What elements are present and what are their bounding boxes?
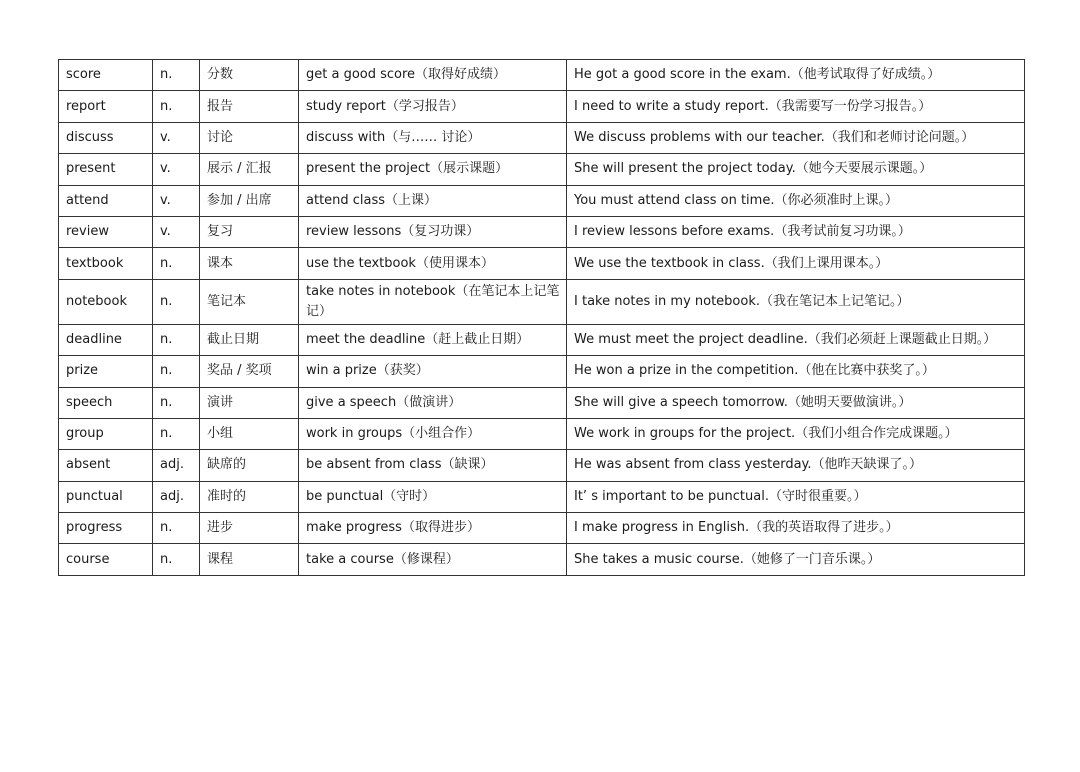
part-of-speech-cell: v.	[153, 154, 200, 185]
example-sentence-cell: She will give a speech tomorrow.（她明天要做演讲。）	[567, 387, 1025, 418]
phrase-cell: make progress（取得进步）	[299, 513, 567, 544]
phrase-cell: discuss with（与…… 讨论）	[299, 122, 567, 153]
meaning-cell: 复习	[200, 216, 299, 247]
word-cell: deadline	[59, 324, 153, 355]
example-sentence-cell: He was absent from class yesterday.（他昨天缺课了。）	[567, 450, 1025, 481]
phrase-cell: be punctual（守时）	[299, 481, 567, 512]
meaning-cell: 课程	[200, 544, 299, 575]
phrase-cell: attend class（上课）	[299, 185, 567, 216]
table-row	[59, 60, 1025, 91]
example-sentence-cell: It’ s important to be punctual.（守时很重要。）	[567, 481, 1025, 512]
example-sentence-cell: He got a good score in the exam.（他考试取得了好成绩。）	[567, 60, 1025, 91]
meaning-cell: 报告	[200, 91, 299, 122]
document-page	[58, 59, 1024, 576]
meaning-cell: 参加 / 出席	[200, 185, 299, 216]
part-of-speech-cell: n.	[153, 324, 200, 355]
table-row	[59, 185, 1025, 216]
word-cell: review	[59, 216, 153, 247]
example-sentence-cell: I take notes in my notebook.（我在笔记本上记笔记。）	[567, 279, 1025, 324]
word-cell: course	[59, 544, 153, 575]
table-row	[59, 481, 1025, 512]
word-cell: punctual	[59, 481, 153, 512]
meaning-cell: 展示 / 汇报	[200, 154, 299, 185]
meaning-cell: 讨论	[200, 122, 299, 153]
table-row	[59, 356, 1025, 387]
table-row	[59, 544, 1025, 575]
table-row	[59, 91, 1025, 122]
table-row	[59, 450, 1025, 481]
table-row	[59, 279, 1025, 324]
word-cell: group	[59, 418, 153, 449]
table-row	[59, 216, 1025, 247]
meaning-cell: 缺席的	[200, 450, 299, 481]
word-cell: attend	[59, 185, 153, 216]
part-of-speech-cell: n.	[153, 513, 200, 544]
meaning-cell: 小组	[200, 418, 299, 449]
example-sentence-cell: I make progress in English.（我的英语取得了进步。）	[567, 513, 1025, 544]
word-cell: speech	[59, 387, 153, 418]
example-sentence-cell: I review lessons before exams.（我考试前复习功课。）	[567, 216, 1025, 247]
example-sentence-cell: He won a prize in the competition.（他在比赛中获奖了。）	[567, 356, 1025, 387]
part-of-speech-cell: n.	[153, 60, 200, 91]
part-of-speech-cell: n.	[153, 356, 200, 387]
part-of-speech-cell: v.	[153, 185, 200, 216]
meaning-cell: 课本	[200, 248, 299, 279]
part-of-speech-cell: adj.	[153, 481, 200, 512]
phrase-cell: take notes in notebook（在笔记本上记笔记）	[299, 279, 567, 324]
meaning-cell: 截止日期	[200, 324, 299, 355]
example-sentence-cell: She will present the project today.（她今天要展示课题。）	[567, 154, 1025, 185]
example-sentence-cell: We use the textbook in class.（我们上课用课本。）	[567, 248, 1025, 279]
word-cell: discuss	[59, 122, 153, 153]
part-of-speech-cell: v.	[153, 122, 200, 153]
word-cell: report	[59, 91, 153, 122]
phrase-cell: win a prize（获奖）	[299, 356, 567, 387]
meaning-cell: 进步	[200, 513, 299, 544]
example-sentence-cell: We must meet the project deadline.（我们必须赶上课题截止日期。）	[567, 324, 1025, 355]
part-of-speech-cell: n.	[153, 418, 200, 449]
phrase-cell: meet the deadline（赶上截止日期）	[299, 324, 567, 355]
part-of-speech-cell: adj.	[153, 450, 200, 481]
part-of-speech-cell: n.	[153, 279, 200, 324]
word-cell: score	[59, 60, 153, 91]
word-cell: prize	[59, 356, 153, 387]
example-sentence-cell: We work in groups for the project.（我们小组合作完成课题。）	[567, 418, 1025, 449]
word-cell: textbook	[59, 248, 153, 279]
table-row	[59, 513, 1025, 544]
example-sentence-cell: You must attend class on time.（你必须准时上课。）	[567, 185, 1025, 216]
meaning-cell: 准时的	[200, 481, 299, 512]
word-cell: present	[59, 154, 153, 185]
phrase-cell: study report（学习报告）	[299, 91, 567, 122]
part-of-speech-cell: v.	[153, 216, 200, 247]
table-row	[59, 324, 1025, 355]
meaning-cell: 演讲	[200, 387, 299, 418]
part-of-speech-cell: n.	[153, 91, 200, 122]
table-row	[59, 387, 1025, 418]
example-sentence-cell: She takes a music course.（她修了一门音乐课。）	[567, 544, 1025, 575]
table-row	[59, 418, 1025, 449]
part-of-speech-cell: n.	[153, 544, 200, 575]
word-cell: absent	[59, 450, 153, 481]
phrase-cell: get a good score（取得好成绩）	[299, 60, 567, 91]
part-of-speech-cell: n.	[153, 248, 200, 279]
phrase-cell: use the textbook（使用课本）	[299, 248, 567, 279]
example-sentence-cell: We discuss problems with our teacher.（我们和老师讨论问题。）	[567, 122, 1025, 153]
table-row	[59, 154, 1025, 185]
word-cell: progress	[59, 513, 153, 544]
example-sentence-cell: I need to write a study report.（我需要写一份学习报告。）	[567, 91, 1025, 122]
table-row	[59, 122, 1025, 153]
table-row	[59, 248, 1025, 279]
vocabulary-table	[58, 59, 1025, 576]
part-of-speech-cell: n.	[153, 387, 200, 418]
meaning-cell: 奖品 / 奖项	[200, 356, 299, 387]
phrase-cell: work in groups（小组合作）	[299, 418, 567, 449]
phrase-cell: review lessons（复习功课）	[299, 216, 567, 247]
phrase-cell: present the project（展示课题）	[299, 154, 567, 185]
meaning-cell: 笔记本	[200, 279, 299, 324]
phrase-cell: be absent from class（缺课）	[299, 450, 567, 481]
meaning-cell: 分数	[200, 60, 299, 91]
phrase-cell: take a course（修课程）	[299, 544, 567, 575]
phrase-cell: give a speech（做演讲）	[299, 387, 567, 418]
word-cell: notebook	[59, 279, 153, 324]
